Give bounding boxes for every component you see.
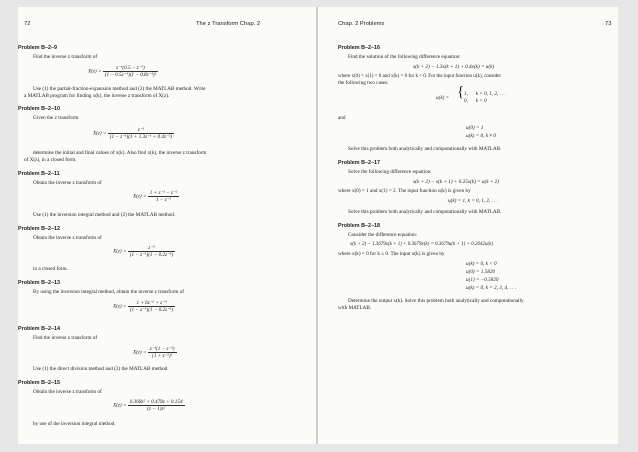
problem-b-2-18-input-line4: u(k) = 0, k = 2, 3, 4, . . .: [466, 285, 517, 291]
case-lhs: u(k) =: [436, 95, 450, 101]
equation-numerator: 1 + z⁻¹ − z⁻²: [149, 190, 178, 196]
problem-b-2-16-title: Problem B–2–16: [338, 45, 380, 51]
equation-lhs: X(z) =: [113, 402, 127, 409]
problem-b-2-16-equation: x(k + 2) − 1.3x(k + 1) + 0.4x(k) = u(k): [413, 64, 495, 70]
problem-b-2-18-conditions: where x(k) = 0 for k ≤ 0. The input u(k) is given by: [338, 251, 445, 257]
problem-b-2-18-title: Problem B–2–18: [338, 223, 380, 229]
problem-b-2-16-text: Find the solution of the following difference equation:: [348, 54, 461, 60]
problem-b-2-13-text: By using the inversion integral method, obtain the inverse z transform of: [33, 289, 184, 295]
right-page-number: 73: [605, 21, 612, 27]
equation-lhs: X(z) =: [113, 303, 127, 310]
problem-b-2-12-equation: [113, 245, 175, 258]
problem-b-2-16-instructions: Solve this problem both analytically and computationally with MATLAB.: [348, 146, 502, 152]
equation-numerator: z⁻¹: [137, 127, 145, 133]
problem-b-2-17-title: Problem B–2–17: [338, 160, 380, 166]
problem-b-2-13-equation: [113, 300, 175, 313]
left-running-head: The z Transform Chap. 2: [196, 21, 261, 27]
problem-b-2-18-input-line3: u(1) = −0.5820: [466, 277, 499, 283]
problem-b-2-11-equation: [133, 190, 179, 203]
right-page: [318, 7, 618, 444]
equation-lhs: X(z) =: [113, 248, 127, 255]
problem-b-2-9-equation: [88, 65, 158, 78]
problem-b-2-9-title: Problem B–2–9: [18, 45, 57, 51]
equation-numerator: z⁻¹(0.5 − z⁻¹): [116, 65, 145, 71]
problem-b-2-11-title: Problem B–2–11: [18, 171, 60, 177]
left-page: [18, 7, 316, 444]
problem-b-2-12-instructions: in a closed form.: [33, 266, 68, 272]
problem-b-2-10-instructions-line2: of X(z), in a closed form.: [24, 157, 77, 163]
equation-lhs: X(z) =: [133, 349, 147, 356]
problem-b-2-15-instructions: by use of the inversion integral method.: [33, 421, 116, 427]
problem-b-2-16-alt-input-line1: u(0) = 1: [466, 125, 484, 131]
problem-b-2-18-text: Consider the difference equation:: [348, 232, 418, 238]
problem-b-2-18-instructions-line2: with MATLAB.: [338, 305, 372, 311]
right-running-head: Chap. 2 Problems: [338, 21, 385, 27]
problem-b-2-18-equation: x(k + 2) − 1.3679x(k + 1) + 0.3679x(k) = 0.3679u(k + 1) + 0.2642u(k): [350, 242, 494, 247]
problem-b-2-10-equation: [93, 127, 174, 140]
problem-b-2-12-title: Problem B–2–12: [18, 226, 60, 232]
equation-numerator: z⁻³: [148, 245, 155, 251]
problem-b-2-16-alt-input-line2: u(k) = 0, k ≠ 0: [466, 133, 496, 139]
problem-b-2-16-and: and: [338, 115, 346, 121]
problem-b-2-9-text: Find the inverse z transform of: [33, 54, 98, 60]
case-line-2: 0, k < 0: [464, 98, 487, 104]
problem-b-2-13-title: Problem B–2–13: [18, 280, 60, 286]
equation-denominator: (1 + z⁻²)²: [148, 352, 177, 359]
equation-denominator: (1 − z⁻¹)(1 − 0.2z⁻¹): [129, 252, 174, 258]
problem-b-2-15-equation: [113, 399, 185, 412]
equation-denominator: (1 − 0.5z⁻¹)(1 − 0.8z⁻¹)²: [104, 72, 157, 78]
problem-b-2-9-instructions-line1: Use (1) the partial-fraction-expansion method and (2) the MATLAB method. Write: [33, 86, 206, 92]
problem-b-2-10-title: Problem B–2–10: [18, 106, 60, 112]
equation-denominator: (1 − z⁻¹)(1 + 1.3z⁻¹ + 0.4z⁻²): [109, 134, 173, 140]
problem-b-2-12-text: Obtain the inverse z transform of: [33, 235, 102, 241]
problem-b-2-15-title: Problem B–2–15: [18, 380, 60, 386]
equation-lhs: X(z) =: [88, 68, 102, 75]
case-line-1: 1, k = 0, 1, 2, . . .: [464, 91, 507, 97]
problem-b-2-14-text: Find the inverse z transform of: [33, 335, 98, 341]
problem-b-2-17-equation: x(k + 2) − x(k + 1) + 0.25x(k) = u(k + 2): [413, 179, 499, 185]
equation-numerator: z⁻¹(1 − z⁻²): [149, 346, 175, 352]
problem-b-2-18-instructions-line1: Determine the output x(k). Solve this problem both analytically and computationally: [348, 298, 524, 304]
equation-numerator: 1 + 6z⁻² + z⁻³: [136, 300, 167, 306]
problem-b-2-17-text: Solve the following difference equation:: [348, 169, 432, 175]
equation-lhs: X(z) =: [133, 193, 147, 200]
equation-denominator: (1 − z⁻¹)(1 − 0.2z⁻¹): [129, 307, 174, 313]
equation-lhs: X(z) =: [93, 130, 107, 137]
left-page-number: 72: [24, 21, 31, 27]
problem-b-2-14-instructions: Use (1) the direct division method and (2) the MATLAB method.: [33, 366, 169, 372]
problem-b-2-11-instructions: Use (1) the inversion integral method and (2) the MATLAB method.: [33, 212, 176, 218]
equation-numerator: 0.368z² + 0.478z + 0.154: [129, 399, 183, 405]
problem-b-2-9-instructions-line2: a MATLAB program for finding x(k), the inverse z transform of X(z).: [24, 93, 170, 99]
problem-b-2-14-equation: [133, 346, 177, 359]
problem-b-2-16-conditions-line1: where x(0) = x(1) = 0 and x(k) = 0 for k < 0. For the input function u(k), consider: [338, 74, 502, 79]
equation-denominator: 1 − z⁻¹: [148, 196, 179, 203]
problem-b-2-18-input-line2: u(0) = 1.5820: [466, 269, 496, 275]
problem-b-2-18-input-line1: u(k) = 0, k < 0: [466, 261, 497, 267]
problem-b-2-17-conditions: where x(0) = 1 and x(1) = 2. The input function u(k) is given by: [338, 188, 471, 194]
problem-b-2-15-text: Obtain the inverse z transform of: [33, 389, 102, 395]
problem-b-2-14-title: Problem B–2–14: [18, 326, 60, 332]
problem-b-2-17-input: u(k) = 1, k = 0, 1, 2, . . .: [448, 198, 499, 204]
problem-b-2-10-instructions-line1: determine the initial and final values of x(k). Also find x(k), the inverse z transform: [33, 150, 207, 156]
equation-denominator: (z − 1)z²: [128, 405, 185, 412]
case-brace: {: [457, 84, 465, 100]
problem-b-2-11-text: Obtain the inverse z transform of: [33, 180, 102, 186]
problem-b-2-16-conditions-line2: the following two cases:: [338, 80, 389, 86]
problem-b-2-17-instructions: Solve this problem both analytically and computationally with MATLAB.: [348, 209, 502, 215]
problem-b-2-10-text: Given the z transform: [33, 115, 79, 121]
